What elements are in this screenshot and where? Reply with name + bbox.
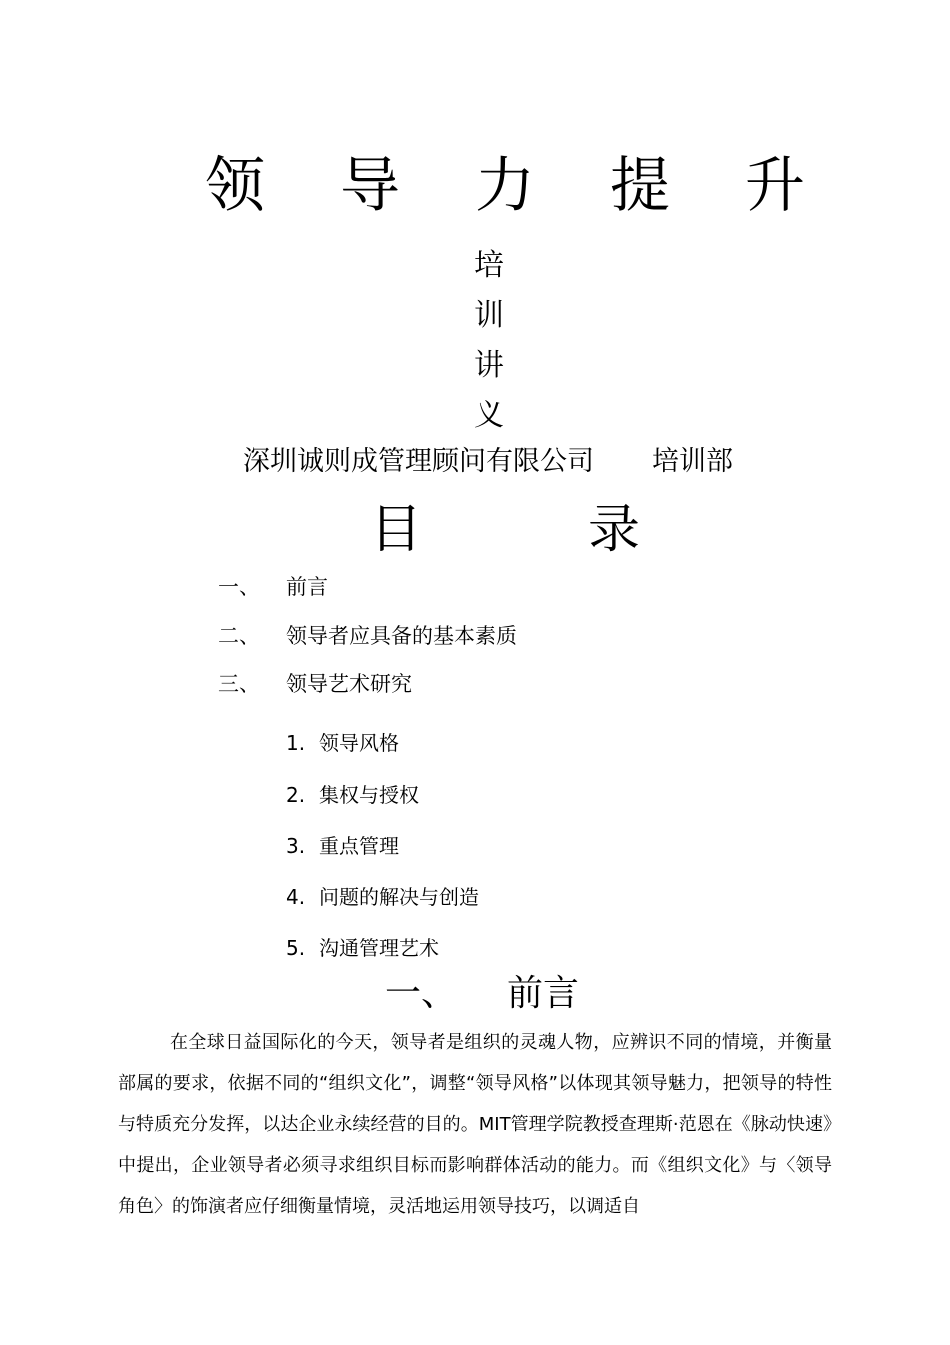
cover-subtitle-char: 培 <box>474 248 504 283</box>
cover-subtitle-char: 讲 <box>474 348 504 383</box>
department-name: 培训部 <box>652 446 733 477</box>
toc-title <box>370 498 640 562</box>
toc-title-char: 目 <box>370 500 423 560</box>
toc-item <box>218 669 412 699</box>
toc-subitem <box>286 728 399 758</box>
toc-item-label: 前言 <box>286 575 328 599</box>
toc-subitem-number: 3. <box>286 834 306 858</box>
toc-title-char: 录 <box>587 500 640 560</box>
toc-item-number: 二、 <box>218 624 260 648</box>
toc-subitem <box>286 780 419 810</box>
company-line <box>243 444 733 480</box>
toc-subitem-label: 沟通管理艺术 <box>319 936 439 960</box>
toc-item-label: 领导者应具备的基本素质 <box>286 624 517 648</box>
toc-subitem-number: 4. <box>286 885 306 909</box>
cover-title-char: 力 <box>475 151 535 221</box>
toc-subitem <box>286 933 439 963</box>
section-heading <box>385 970 579 1018</box>
toc-item-number: 一、 <box>218 575 260 599</box>
toc-item <box>218 572 328 602</box>
toc-subitem-label: 问题的解决与创造 <box>319 885 479 909</box>
cover-title-char: 领 <box>205 151 265 221</box>
cover-title <box>205 150 805 222</box>
toc-subitem-number: 5. <box>286 936 306 960</box>
toc-item-number: 三、 <box>218 672 260 696</box>
section-title: 前言 <box>507 973 580 1014</box>
cover-subtitle <box>474 241 504 441</box>
company-name: 深圳诚则成管理顾问有限公司 <box>243 446 594 477</box>
cover-title-char: 导 <box>340 151 400 221</box>
toc-item-label: 领导艺术研究 <box>286 672 412 696</box>
toc-item <box>218 621 517 651</box>
toc-subitem-label: 领导风格 <box>319 731 399 755</box>
section-number: 一、 <box>385 973 458 1014</box>
cover-subtitle-char: 训 <box>474 298 504 333</box>
toc-subitem-label: 重点管理 <box>319 834 399 858</box>
toc-subitem <box>286 831 399 861</box>
section-paragraph: 在全球日益国际化的今天，领导者是组织的灵魂人物，应辨识不同的情境，并衡量部属的要求，依据不同的“组织文化”，调整“领导风格”以体现其领导魅力，把领导的特性与特质充分发挥，以达企业永续经营的目的。MIT管理学院教授查理斯·范恩在《脉动快速》中提出，企业领导者必须寻求组织目标而影响群体活动的能力。而《组织文化》与〈领导角色〉的饰演者应仔细衡量情境，灵活地运用领导技巧，以调适自 <box>118 1032 832 1217</box>
toc-subitem-number: 2. <box>286 783 306 807</box>
cover-subtitle-char: 义 <box>474 398 504 433</box>
toc-subitem <box>286 882 479 912</box>
toc-subitem-label: 集权与授权 <box>319 783 419 807</box>
cover-title-char: 提 <box>610 151 670 221</box>
cover-title-char: 升 <box>745 151 805 221</box>
toc-subitem-number: 1. <box>286 731 306 755</box>
